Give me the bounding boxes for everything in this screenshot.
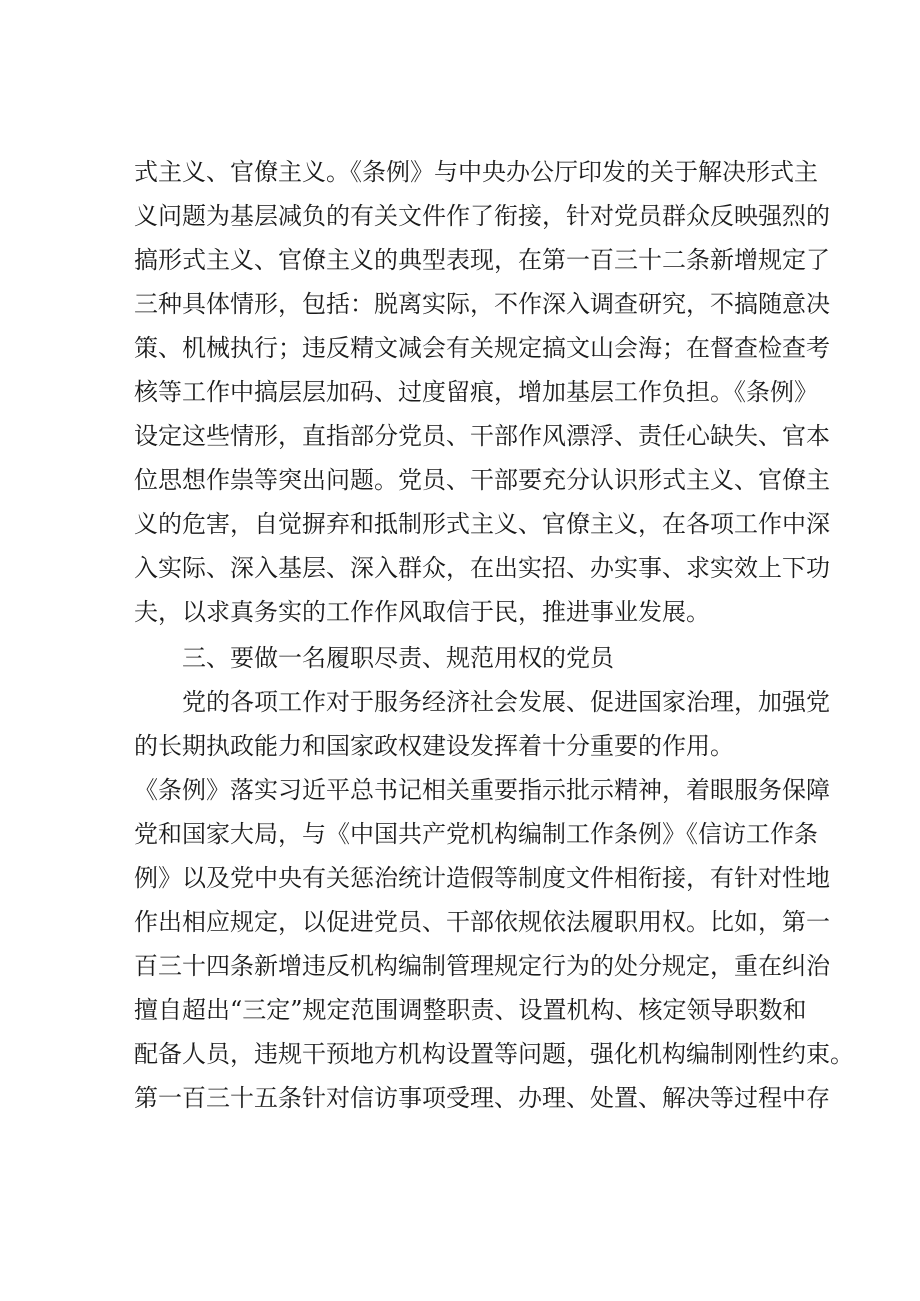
text-line: 百三十四条新增违反机构编制管理规定行为的处分规定，重在纠治	[134, 952, 830, 980]
text-line: 例》以及党中央有关惩治统计造假等制度文件相衔接，有针对性地	[134, 864, 830, 892]
text-line: 擅自超出“三定”规定范围调整职责、设置机构、核定领导职数和	[134, 996, 807, 1024]
text-line: 义问题为基层减负的有关文件作了衔接，针对党员群众反映强烈的	[134, 202, 830, 230]
text-line: 《条例》落实习近平总书记相关重要指示批示精神，着眼服务保障	[134, 776, 830, 804]
text-line: 三种具体情形，包括：脱离实际，不作深入调查研究，不搞随意决	[134, 290, 830, 318]
text-line: 第一百三十五条针对信访事项受理、办理、处置、解决等过程中存	[134, 1084, 830, 1112]
text-line: 设定这些情形，直指部分党员、干部作风漂浮、责任心缺失、官本	[134, 422, 830, 450]
text-line: 党和国家大局，与《中国共产党机构编制工作条例》《信访工作条	[134, 820, 818, 848]
text-line: 党的各项工作对于服务经济社会发展、促进国家治理，加强党	[182, 688, 830, 716]
text-line: 夫，以求真务实的工作作风取信于民，推进事业发展。	[134, 598, 710, 626]
text-line: 配备人员，违规干预地方机构设置等问题，强化机构编制刚性约束。	[134, 1040, 854, 1068]
document-body	[134, 150, 854, 1120]
section-heading: 三、要做一名履职尽责、规范用权的党员	[182, 644, 614, 672]
text-line: 位思想作祟等突出问题。党员、干部要充分认识形式主义、官僚主	[134, 466, 830, 494]
text-line: 核等工作中搞层层加码、过度留痕，增加基层工作负担。《条例》	[134, 378, 818, 406]
text-line: 作出相应规定，以促进党员、干部依规依法履职用权。比如，第一	[134, 908, 830, 936]
paragraph-formalism	[134, 150, 830, 634]
text-line: 义的危害，自觉摒弃和抵制形式主义、官僚主义，在各项工作中深	[134, 510, 830, 538]
text-line: 的长期执政能力和国家政权建设发挥着十分重要的作用。	[134, 732, 734, 760]
paragraph-duties	[134, 680, 854, 1120]
text-line: 策、机械执行；违反精文减会有关规定搞文山会海；在督查检查考	[134, 334, 830, 362]
text-line: 搞形式主义、官僚主义的典型表现，在第一百三十二条新增规定了	[134, 246, 830, 274]
text-line: 入实际、深入基层、深入群众，在出实招、办实事、求实效上下功	[134, 554, 830, 582]
text-line: 式主义、官僚主义。《条例》与中央办公厅印发的关于解决形式主	[134, 158, 818, 186]
